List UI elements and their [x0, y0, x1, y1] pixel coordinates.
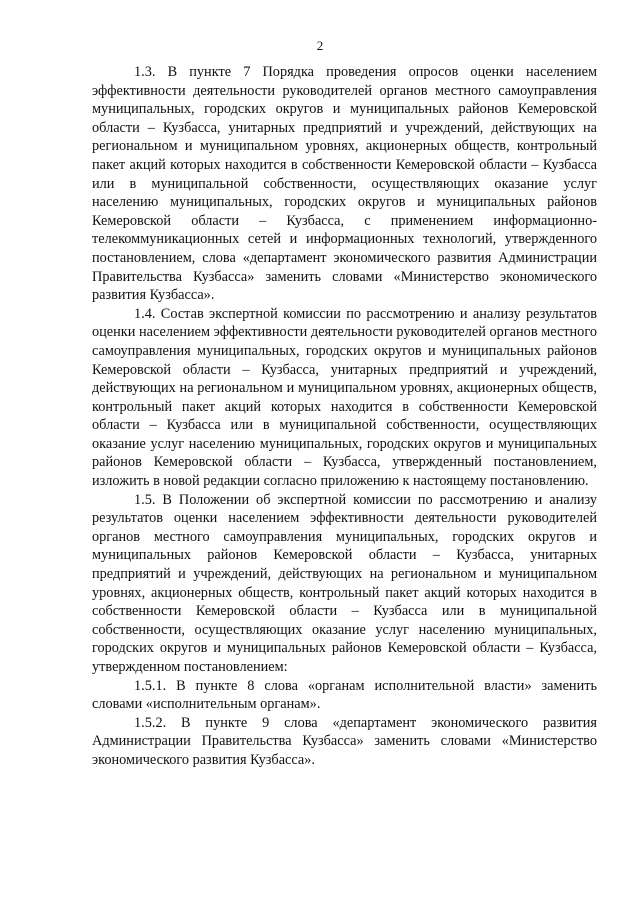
- document-body: [92, 63, 597, 770]
- page-number: 2: [316, 38, 324, 53]
- paragraph-1-4: 1.4. Состав экспертной комиссии по рассмотрению и анализу результатов оценки населением эффективности деятельности руководителей органов местного самоуправления муниципальных, городских округов и муниципальных районов Кемеровской области – Кузбасса, унитарных предприятий и учреждений, действующих на региональном и муниципальном уровнях, акционерных обществ, контрольный пакет акций которых находится в собственности Кемеровской области – Кузбасса или в муниципальной собственности, осуществляющих оказание услуг населению муниципальных, городских округов и муниципальных районов Кемеровской области – Кузбасса, утвержденный постановлением, изложить в новой редакции согласно приложению к настоящему постановлению.: [92, 305, 597, 490]
- paragraph-1-5: 1.5. В Положении об экспертной комиссии по рассмотрению и анализу результатов оценки населением эффективности деятельности руководителей органов местного самоуправления муниципальных, городских округов и муниципальных районов Кемеровской области – Кузбасса, унитарных предприятий и учреждений, действующих на региональном и муниципальном уровнях, акционерных обществ, контрольный пакет акций которых находится в собственности Кемеровской области – Кузбасса или в муниципальной собственности, осуществляющих оказание услуг населению муниципальных, городских округов и муниципальных районов Кемеровской области – Кузбасса, утвержденном постановлением:: [92, 491, 597, 675]
- paragraph-1-5-2: 1.5.2. В пункте 9 слова «департамент экономического развития Администрации Правительства Кузбасса» заменить словами «Министерство экономического развития Кузбасса».: [92, 714, 597, 768]
- paragraph-1-5-1: 1.5.1. В пункте 8 слова «органам исполнительной власти» заменить словами «исполнительным органам».: [92, 677, 597, 713]
- paragraph-1-3: 1.3. В пункте 7 Порядка проведения опросов оценки населением эффективности деятельности руководителей органов местного самоуправления муниципальных, городских округов и муниципальных районов Кемеровской области – Кузбасса, унитарных предприятий и учреждений, действующих на региональном и муниципальном уровнях, акционерных обществ, контрольный пакет акций которых находится в собственности Кемеровской области – Кузбасса или в муниципальной собственности, осуществляющих оказание услуг населению муниципальных, городских округов и муниципальных районов Кемеровской области – Кузбасса, с применением информационно-телекоммуникационных сетей и информационных технологий, утвержденного постановлением, слова «департамент экономического развития Администрации Правительства Кузбасса» заменить словами «Министерство экономического развития Кузбасса».: [92, 64, 597, 304]
